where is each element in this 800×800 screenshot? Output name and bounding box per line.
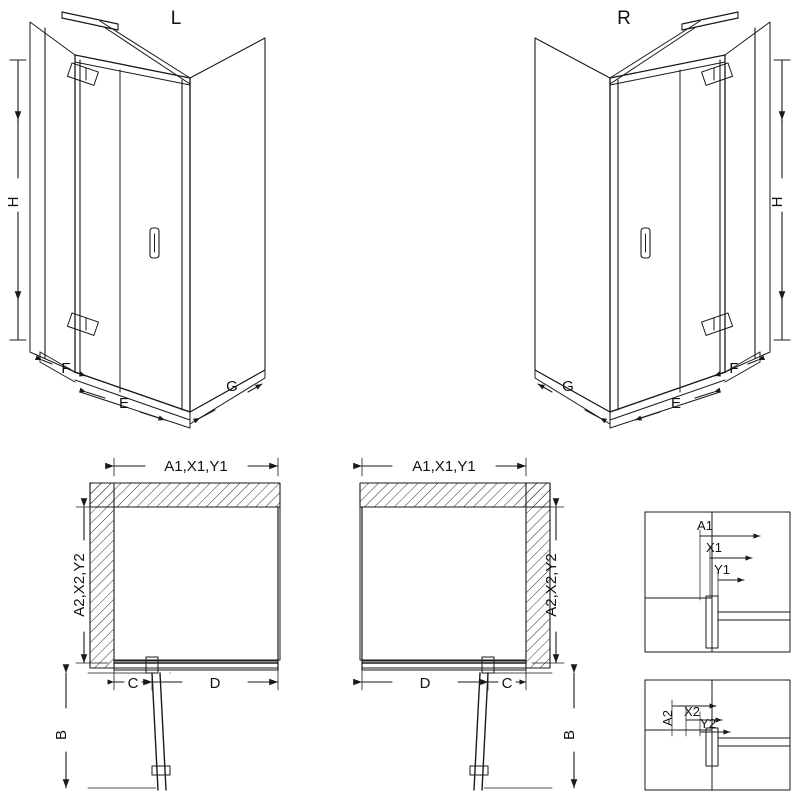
- hinge-upper-right: [702, 63, 733, 85]
- label-A2-detail: A2: [660, 710, 675, 726]
- label-H-right: H: [769, 196, 786, 208]
- label-E-left: E: [118, 395, 130, 412]
- label-X1-detail: X1: [706, 540, 722, 555]
- label-A1X1Y1-left: A1,X1,Y1: [164, 458, 228, 475]
- detail-view-top: [645, 512, 790, 652]
- plan-view-right: [360, 458, 574, 790]
- label-B-left: B: [53, 729, 70, 741]
- label-F-right: F: [729, 360, 739, 377]
- label-C-left: C: [127, 675, 139, 692]
- label-C-right: C: [501, 675, 513, 692]
- label-A2X2Y2-left: A2,X2,Y2: [71, 553, 88, 617]
- label-E-right: E: [670, 395, 682, 412]
- label-H-left: H: [5, 196, 22, 208]
- detail-view-bottom: [645, 680, 790, 790]
- label-G-right: G: [562, 378, 574, 395]
- label-A1-detail: A1: [697, 518, 713, 533]
- label-Y2-detail: Y2: [700, 716, 716, 731]
- label-F-left: F: [61, 360, 71, 377]
- door-handle-right: [641, 228, 650, 258]
- label-Y1-detail: Y1: [714, 562, 730, 577]
- label-G-left: G: [226, 378, 238, 395]
- view-title-right: R: [617, 8, 631, 29]
- door-handle-left: [150, 228, 159, 258]
- hinge-upper-left: [67, 63, 98, 85]
- iso-view-right: [535, 12, 790, 428]
- label-A2X2Y2-right: A2,X2,Y2: [543, 553, 560, 617]
- label-B-right: B: [561, 729, 578, 741]
- hinge-lower-right: [702, 313, 733, 335]
- iso-view-left: [10, 12, 265, 428]
- label-X2-detail: X2: [684, 704, 700, 719]
- label-A1X1Y1-right: A1,X1,Y1: [412, 458, 476, 475]
- view-title-left: L: [170, 8, 182, 29]
- hinge-lower-left: [67, 313, 98, 335]
- label-D-right: D: [419, 675, 431, 692]
- label-D-left: D: [209, 675, 221, 692]
- plan-view-left: [66, 458, 280, 790]
